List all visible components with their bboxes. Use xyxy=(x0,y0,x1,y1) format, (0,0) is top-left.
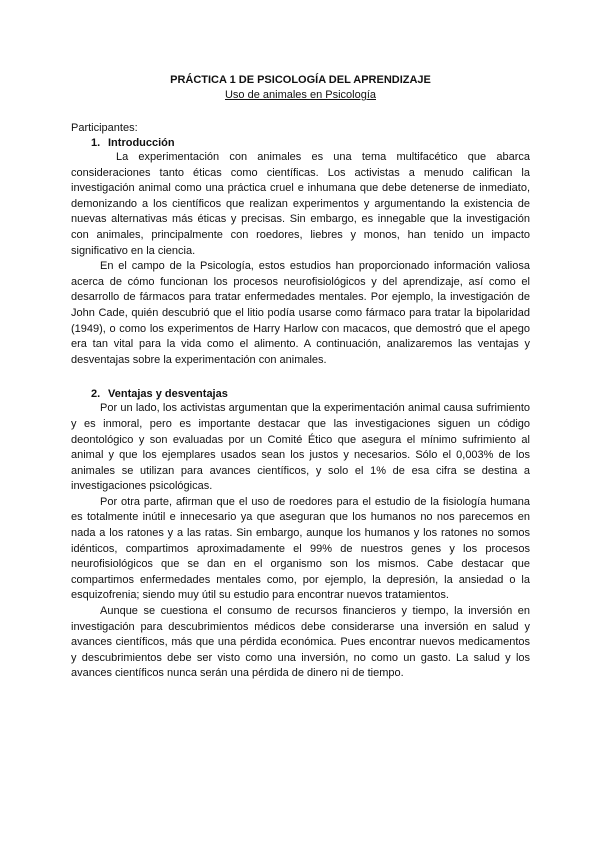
paragraph: En el campo de la Psicología, estos estudios han proporcionado información valiosa acerca de cómo funcionan los procesos neurofisiológicos y del aprendizaje, así como el desarrollo de fármacos para tratar enfermedades mentales. Por ejemplo, la investigación de John Cade, quién descubrió que el litio podía usarse como fármaco para tratar la bipolaridad (1949), o como los experimentos de Harry Harlow con macacos, que demostró que el apego era tan vital para la vida como el alimento. A continuación, analizaremos las ventajas y desventajas sobre la experimentación con animales. xyxy=(71,260,530,366)
section-title: Introducción xyxy=(108,137,175,149)
section-heading-ventajas xyxy=(71,387,530,401)
section-title: Ventajas y desventajas xyxy=(108,388,228,401)
paragraph: La experimentación con animales es una tema multifacético que abarca consideraciones tanto éticas como científicas. Los activistas a menudo califican la investigación animal como una práctica cruel e inhumana que debe detenerse de inmediato, demonizando a los científicos que realizan experimentos y argumentando la existencia de nuevas alternativas más éticas y precisas. Sin embargo, es innegable que la investigación con animales, principalmente con roedores, liebres y monos, han tenido un impacto significativo en la ciencia. xyxy=(71,151,530,257)
section-heading-introduccion xyxy=(71,136,530,150)
document-title: PRÁCTICA 1 DE PSICOLOGÍA DEL APRENDIZAJE xyxy=(170,74,431,86)
paragraph: Por otra parte, afirman que el uso de roedores para el estudio de la fisiología humana es totalmente inútil e innecesario ya que aseguran que los humanos no nos parecemos en nada a los ratones y a las ratas. Sin embargo, aunque los humanos y los ratones no somos idénticos, compartimos aproximadamente el 99% de nuestros genes y los procesos neurofisiológicos que se dan en el organismo son los mismos. Cabe destacar que compartimos enfermedades mentales como, por ejemplo, la depresión, la ansiedad o la esquizofrenia; siendo muy útil su estudio para encontrar nuevos tratamientos. xyxy=(71,495,530,602)
paragraph: Aunque se cuestiona el consumo de recursos financieros y tiempo, la inversión en investigación para descubrimientos médicos debe considerarse una inversión en salud y avances científicos, más que una pérdida económica. Pues encontrar nuevos medicamentos y descubrimientos debe ser visto como una inversión, no como un gasto. La salud y los avances científicos nunca serán una pérdida de dinero ni de tiempo. xyxy=(71,605,530,680)
section-number: 1. xyxy=(91,137,101,149)
document-subtitle: Uso de animales en Psicología xyxy=(224,89,377,101)
paragraph: Por un lado, los activistas argumentan que la experimentación animal causa sufrimiento y es inmoral, pero es importante destacar que las investigaciones siguen un código deontológico y son evaluadas por un Comité Ético que asegura el mínimo sufrimiento al animal y que los ejemplares usados sean los justos y necesarios. Sólo el 0,003% de los animales se utilizan para avances científicos, y solo el 1% de esa cifra se destina a investigaciones psicológicas. xyxy=(71,402,530,493)
section-number: 2. xyxy=(91,388,101,401)
participants-label: Participantes: xyxy=(71,122,138,134)
